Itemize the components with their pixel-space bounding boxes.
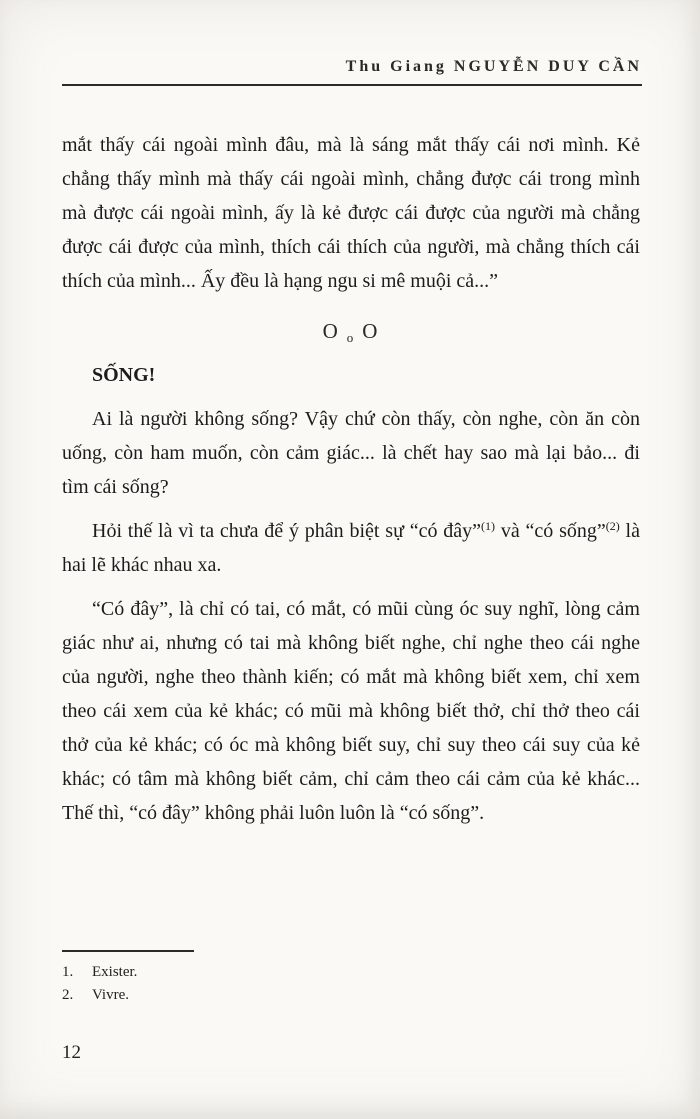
footnote-item bbox=[62, 961, 640, 984]
section-heading: SỐNG! bbox=[92, 364, 156, 386]
footnote-ref-1: (1) bbox=[481, 519, 496, 533]
footnote-text: Exister. bbox=[92, 964, 138, 980]
separator-circle-icon: O bbox=[362, 319, 380, 343]
footnote-rule bbox=[62, 950, 194, 952]
paragraph-text: và “có sống” bbox=[495, 520, 606, 542]
footnote-number: 2. bbox=[62, 987, 74, 1003]
paragraph-text: Hỏi thế là vì ta chưa để ý phân biệt sự “có đây” bbox=[92, 520, 482, 542]
footnote-list bbox=[62, 961, 640, 1007]
running-head-author: Thu Giang NGUYỄN DUY CẦN bbox=[345, 58, 642, 75]
paragraph-text: là hai lẽ khác nhau xa. bbox=[62, 520, 640, 576]
separator-small-circle-icon: o bbox=[346, 330, 356, 345]
paragraph-continuation: mắt thấy cái ngoài mình đâu, mà là sáng mắt thấy cái nơi mình. Kẻ chẳng thấy mình mà thấy cái ngoài mình, chẳng được cái trong mình mà được cái ngoài mình, ấy là kẻ được cái được của người mà chẳng được cái được của mình, thích cái thích của người, mà chẳng thích cái thích của mình... Ấy đều là hạng ngu si mê muội cả...” bbox=[62, 134, 640, 292]
section-separator bbox=[62, 314, 640, 344]
paragraph: “Có đây”, là chỉ có tai, có mắt, có mũi cùng óc suy nghĩ, lòng cảm giác như ai, nhưng có tai mà không biết nghe, chỉ nghe theo cái nghe của người, nghe theo thành kiến; có mắt mà không biết xem, chỉ xem theo cái xem của kẻ khác; có mũi mà không biết thở, chỉ thở theo cái thở của kẻ khác; có óc mà không biết suy, chỉ suy theo cái suy của kẻ khác; có tâm mà không biết cảm, chỉ cảm theo cái cảm của kẻ khác... Thế thì, “có đây” không phải luôn luôn là “có sống”. bbox=[62, 598, 640, 824]
header-rule bbox=[62, 84, 642, 86]
footnote-text: Vivre. bbox=[92, 987, 130, 1003]
page-body bbox=[62, 128, 640, 830]
page-header bbox=[62, 58, 642, 86]
page-number: 12 bbox=[62, 1042, 81, 1063]
paragraph-with-footnote-refs bbox=[62, 514, 640, 582]
separator-circle-icon: O bbox=[322, 319, 340, 343]
footnote-ref-2: (2) bbox=[605, 519, 620, 533]
footnote-number: 1. bbox=[62, 964, 74, 980]
footnote-item bbox=[62, 984, 640, 1007]
footnote-area bbox=[62, 950, 640, 1007]
paragraph: Ai là người không sống? Vậy chứ còn thấy, còn nghe, còn ăn còn uống, còn ham muốn, còn cảm giác... là chết hay sao mà lại bảo... đi tìm cái sống? bbox=[62, 408, 640, 498]
